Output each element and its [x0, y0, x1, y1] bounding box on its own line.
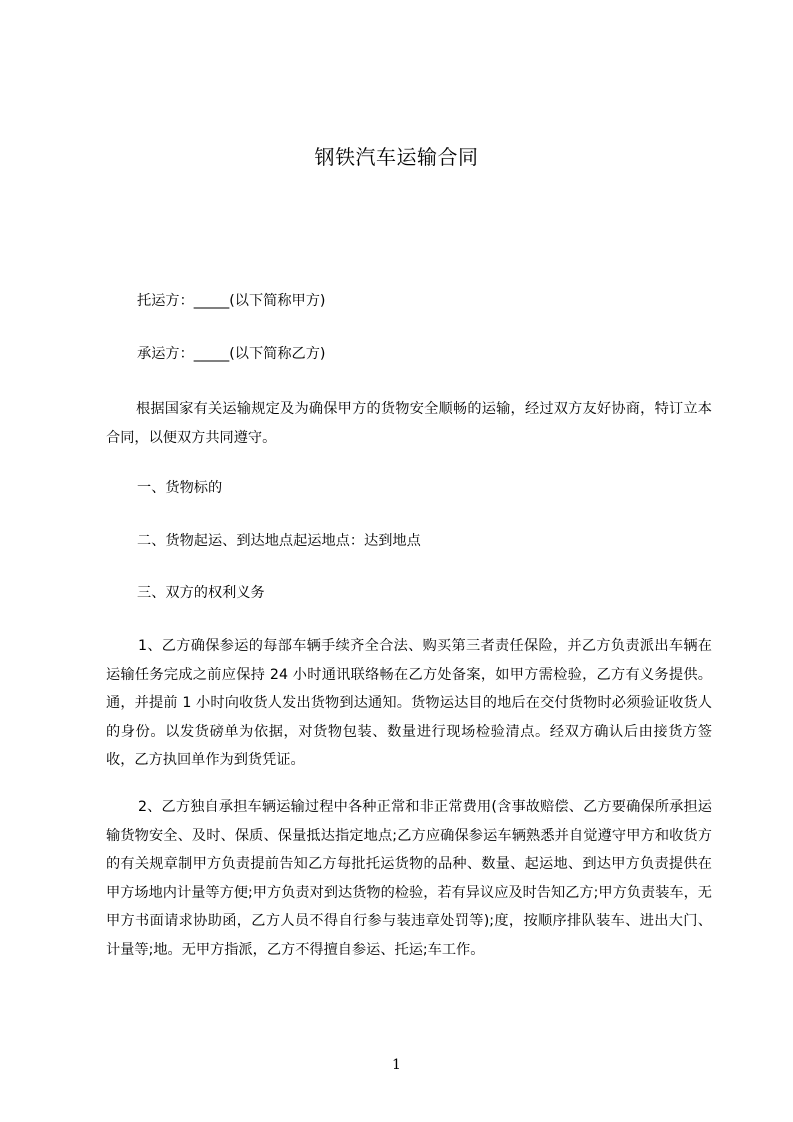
clause-1-paragraph: 1、乙方确保参运的每部车辆手续齐全合法、购买第三者责任保险，并乙方负责派出车辆在运输任务完成之前应保持 24 小时通讯联络畅在乙方处备案，如甲方需检验，乙方有义务提供。通，并提前 1 小时向收货人发出货物到达通知。货物运达目的地后在交付货物时必须验证收货人的身份。以发货磅单为依据，对货物包装、数量进行现场检验清点。经双方确认后由接货方签收，乙方执回单作为到货凭证。 [106, 638, 712, 769]
preamble-paragraph: 根据国家有关运输规定及为确保甲方的货物安全顺畅的运输，经过双方友好协商，特订立本合同，以便双方共同遵守。 [106, 401, 712, 446]
shipper-line: 托运方：_____(以下简称甲方) [137, 293, 326, 309]
clause-2-paragraph: 2、乙方独自承担车辆运输过程中各种正常和非正常费用(含事故赔偿、乙方要确保所承担运输货物安全、及时、保质、保量抵达指定地点;乙方应确保参运车辆熟悉并自觉遵守甲方和收货方的有关规章制甲方负责提前告知乙方每批托运货物的品种、数量、起运地、到达甲方负责提供在甲方场地内计量等方便;甲方负责对到达货物的检验，若有异议应及时告知乙方;甲方负责装车，无甲方书面请求协助函，乙方人员不得自行参与装违章处罚等);度，按顺序排队装车、进出大门、计量等;地。无甲方指派，乙方不得擅自参运、托运;车工作。 [106, 799, 712, 958]
section-heading-goods: 一、货物标的 [137, 480, 223, 496]
page-number: 1 [392, 1057, 401, 1073]
carrier-line: 承运方：_____(以下简称乙方) [137, 346, 326, 362]
document-title: 钢铁汽车运输合同 [314, 145, 479, 169]
section-heading-rights: 三、双方的权利义务 [137, 585, 265, 601]
section-heading-locations: 二、货物起运、到达地点起运地点：达到地点 [137, 533, 421, 549]
